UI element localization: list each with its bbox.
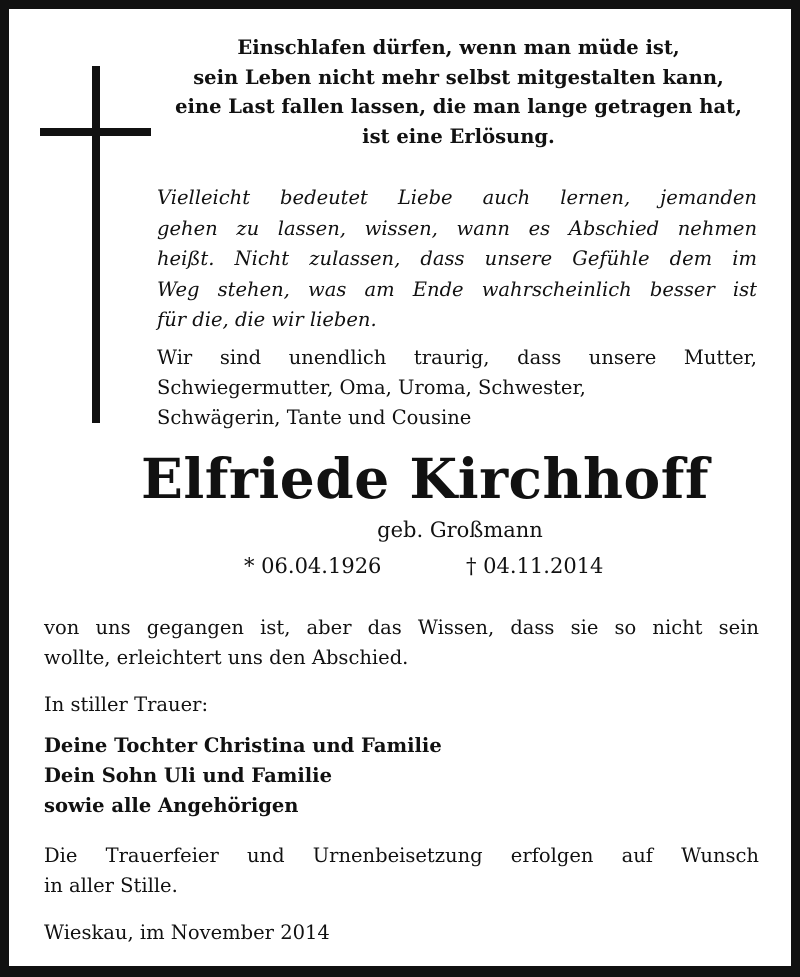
birth-name: geb. Großmann	[377, 518, 543, 542]
mourner-entry: Deine Tochter Christina und Familie	[44, 734, 442, 757]
cross-icon-horizontal-bar	[40, 128, 151, 136]
funeral-line: Die Trauerfeier und Urnenbeisetzung erfolgen auf Wunsch	[44, 844, 759, 867]
intro-line: Schwägerin, Tante und Cousine	[157, 405, 472, 429]
funeral-paragraph	[44, 841, 759, 901]
mourner-entry: sowie alle Angehörigen	[44, 794, 299, 817]
motto-line: eine Last fallen lassen, die man lange getragen hat,	[175, 95, 742, 118]
intro-line: Schwiegermutter, Oma, Uroma, Schwester,	[157, 375, 586, 399]
passed-paragraph	[44, 613, 759, 673]
deceased-name: Elfriede Kirchhoff	[140, 446, 710, 511]
motto-verse	[150, 33, 767, 151]
quote-line: heißt. Nicht zulassen, dass unsere Gefühle dem im	[157, 247, 757, 270]
funeral-line: in aller Stille.	[44, 874, 178, 897]
passed-line: von uns gegangen ist, aber das Wissen, dass sie so nicht sein	[44, 616, 759, 639]
quote-paragraph	[157, 183, 757, 336]
quote-line: Vielleicht bedeutet Liebe auch lernen, jemanden	[157, 186, 757, 209]
mourner-entry: Dein Sohn Uli und Familie	[44, 764, 332, 787]
motto-line: ist eine Erlösung.	[362, 124, 555, 148]
place-date: Wieskau, im November 2014	[44, 921, 330, 944]
mourners-list	[44, 731, 759, 821]
mourning-line: In stiller Trauer:	[44, 693, 209, 716]
intro-line: Wir sind unendlich traurig, dass unsere Mutter,	[157, 346, 757, 369]
motto-line: Einschlafen dürfen, wenn man müde ist,	[237, 36, 680, 59]
motto-line: sein Leben nicht mehr selbst mitgestalten kann,	[193, 65, 724, 89]
death-date: † 04.11.2014	[466, 554, 604, 578]
birth-date: * 06.04.1926	[244, 554, 382, 578]
intro-paragraph	[157, 343, 757, 432]
passed-line: wollte, erleichtert uns den Abschied.	[44, 646, 409, 669]
quote-line: für die, die wir lieben.	[157, 308, 377, 331]
cross-icon-vertical-bar	[92, 66, 100, 423]
quote-line: gehen zu lassen, wissen, wann es Abschied nehmen	[157, 216, 757, 240]
quote-line: Weg stehen, was am Ende wahrscheinlich besser ist	[157, 277, 757, 301]
